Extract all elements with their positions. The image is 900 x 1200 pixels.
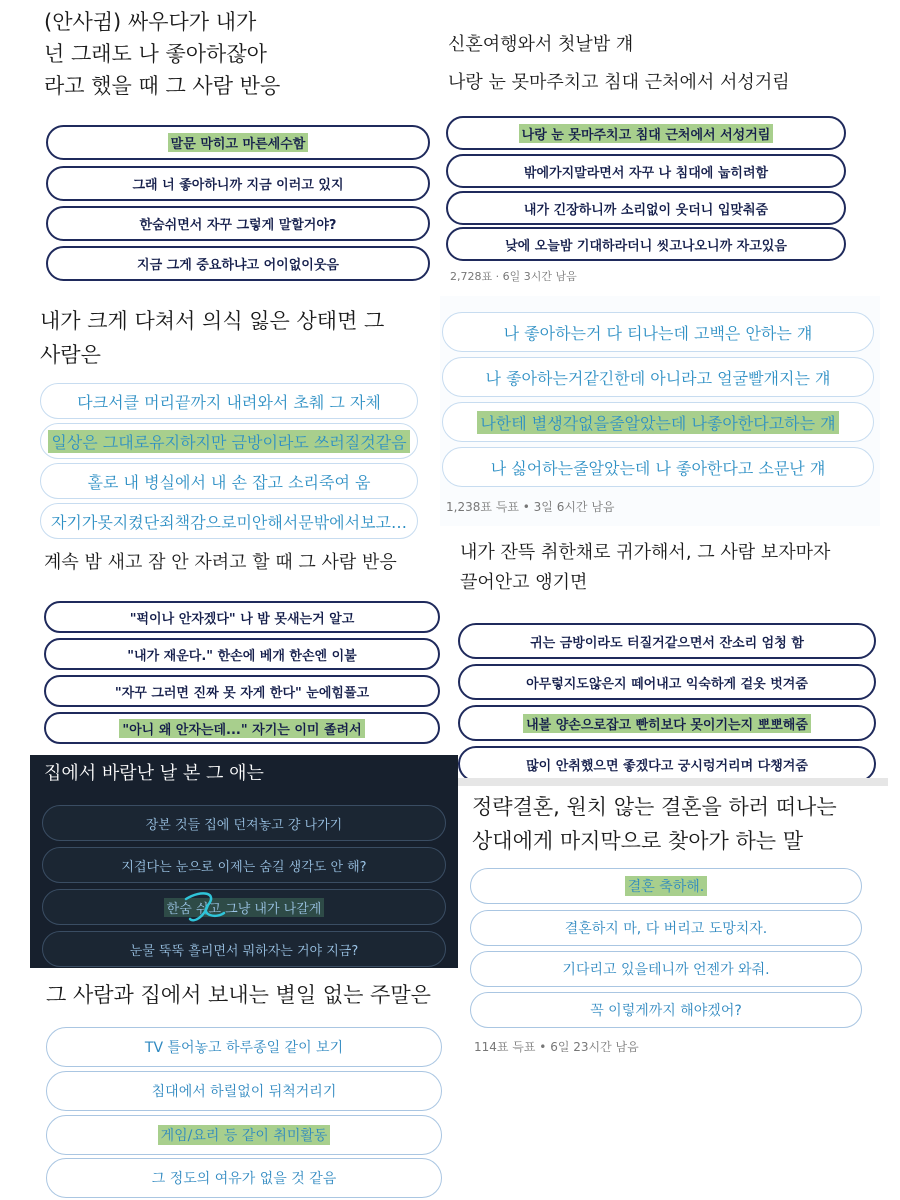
poll-option-label: 지금 그게 중요하냐고 어이없이웃음: [137, 258, 339, 273]
poll-option[interactable]: [46, 1071, 442, 1111]
poll-option[interactable]: [46, 246, 430, 281]
poll-option-label: 귀는 금방이라도 터질거같으면서 잔소리 엄청 함: [530, 635, 804, 651]
poll-option-label: 일상은 그대로유지하지만 금방이라도 쓰러질것같음: [48, 430, 409, 453]
poll-option-label: 나 좋아하는거같긴한데 아니라고 얼굴빨개지는 걔: [485, 368, 831, 388]
poll-question: 그 사람과 집에서 보내는 별일 없는 주말은: [46, 983, 431, 1007]
poll-option-label: 눈물 뚝뚝 흘리면서 뭐하자는 거야 지금?: [129, 943, 359, 959]
poll-option-label: 홀로 내 병실에서 내 손 잡고 소리죽여 움: [87, 472, 371, 492]
poll-option-label: 한숨쉬면서 자꾸 그렇게 말할거야?: [139, 218, 337, 233]
poll-option[interactable]: [42, 889, 446, 925]
poll-option[interactable]: [470, 992, 862, 1028]
scribble-mark: [180, 889, 240, 929]
poll-option[interactable]: [46, 166, 430, 201]
poll-option[interactable]: [446, 191, 846, 225]
poll-option[interactable]: [470, 951, 862, 987]
poll-option[interactable]: [442, 357, 874, 397]
poll-option-label: 자기가못지켰단죄책감으로미안해서문밖에서보고…: [50, 512, 408, 532]
poll-option[interactable]: [442, 447, 874, 487]
poll-option[interactable]: [40, 503, 418, 539]
poll-option-label: 나한테 별생각없을줄알았는데 나좋아한다고하는 걔: [477, 411, 838, 434]
poll-option[interactable]: [46, 1027, 442, 1067]
poll-option[interactable]: [42, 847, 446, 883]
poll-option[interactable]: [42, 931, 446, 967]
poll-option[interactable]: [458, 623, 876, 659]
poll-option-label: 말문 막히고 마른세수함: [168, 133, 309, 152]
poll-option-label: 아무렇지도않은지 떼어내고 익숙하게 겉옷 벗겨줌: [526, 676, 808, 692]
poll-option-label: 내가 긴장하니까 소리없이 웃더니 입맞춰줌: [523, 202, 769, 218]
poll-option[interactable]: [458, 705, 876, 741]
poll-question: (안사귐) 싸우다가 내가 넌 그래도 나 좋아하잖아 라고 했을 때 그 사람 반응: [44, 10, 281, 98]
poll-option-label: 결혼 축하해.: [625, 876, 708, 896]
poll-option[interactable]: [44, 638, 440, 670]
poll-option-label: 다크서클 머리끝까지 내려와서 초췌 그 자체: [77, 392, 381, 412]
poll-option-label: "자꾸 그러면 진짜 못 자게 한다" 눈에힘풀고: [114, 685, 370, 701]
poll-option-label: "내가 재운다." 한손에 베개 한손엔 이불: [127, 648, 357, 664]
poll-option-label: 나랑 눈 못마주치고 침대 근처에서 서성거림: [519, 124, 774, 143]
poll-option-label: TV 틀어놓고 하루종일 같이 보기: [144, 1040, 344, 1056]
poll-option-label: 나 싫어하는줄알았는데 나 좋아한다고 소문난 걔: [490, 458, 826, 478]
poll-question: 신혼여행와서 첫날밤 걔 나랑 눈 못마주치고 침대 근처에서 서성거림: [448, 34, 790, 93]
poll-option-label: 많이 안취했으면 좋겠다고 궁시렁거리며 다챙겨줌: [526, 758, 808, 774]
poll-option[interactable]: [42, 805, 446, 841]
poll-question: 정략결혼, 원치 않는 결혼을 하러 떠나는 상대에게 마지막으로 찾아가 하는 말: [472, 795, 837, 853]
poll-option[interactable]: [442, 402, 874, 442]
poll-option[interactable]: [40, 423, 418, 459]
poll-option-label: 그래 너 좋아하니까 지금 이러고 있지: [132, 178, 344, 193]
poll-question: 내가 잔뜩 취한채로 귀가해서, 그 사람 보자마자 끌어안고 앵기면: [460, 542, 831, 593]
poll-option-label: 기다리고 있을테니까 언젠가 와줘.: [562, 962, 770, 978]
poll-option[interactable]: [458, 664, 876, 700]
poll-option-label: 밖에가지말라면서 자꾸 나 침대에 눕히려함: [523, 165, 769, 181]
poll-option[interactable]: [446, 227, 846, 261]
poll-option-label: "아니 왜 안자는데..." 자기는 이미 졸려서: [119, 719, 364, 738]
poll-option[interactable]: [46, 1115, 442, 1155]
poll-option[interactable]: [40, 463, 418, 499]
poll-panel-7: [30, 755, 458, 968]
poll-option[interactable]: [470, 910, 862, 946]
poll-option-label: 게임/요리 등 같이 취미활동: [158, 1125, 331, 1145]
poll-option-label: 그 정도의 여유가 없을 것 같음: [151, 1171, 337, 1187]
poll-option[interactable]: [442, 312, 874, 352]
poll-option[interactable]: [46, 1158, 442, 1198]
poll-option-label: 결혼하지 마, 다 버리고 도망치자.: [564, 921, 768, 937]
poll-option[interactable]: [470, 868, 862, 904]
poll-question: 계속 밤 새고 잠 안 자려고 할 때 그 사람 반응: [44, 552, 397, 573]
poll-option[interactable]: [458, 746, 876, 782]
poll-option[interactable]: [44, 675, 440, 707]
poll-option-label: 내볼 양손으로잡고 빤히보다 못이기는지 뽀뽀해줌: [523, 714, 811, 733]
poll-option-label: 침대에서 하릴없이 뒤척거리기: [151, 1084, 337, 1100]
poll-option-label: 장본 것들 집에 던져놓고 걍 나가기: [145, 817, 343, 833]
vote-count: 2,728표 · 6일 3시간 남음: [450, 270, 577, 283]
poll-option-label: 꼭 이렇게까지 해야겠어?: [590, 1003, 742, 1019]
background-strip: [458, 778, 888, 786]
poll-option-label: 한숨 쉬고 그냥 내가 나갈게: [164, 898, 325, 917]
poll-question: 내가 크게 다쳐서 의식 잃은 상태면 그 사람은: [40, 309, 385, 367]
poll-option[interactable]: [446, 154, 846, 188]
poll-option[interactable]: [44, 712, 440, 744]
vote-count: 114표 득표 • 6일 23시간 남음: [474, 1040, 639, 1054]
poll-option[interactable]: [44, 601, 440, 633]
poll-option[interactable]: [40, 383, 418, 419]
poll-option-label: 낮에 오늘밤 기대하라더니 씻고나오니까 자고있음: [505, 238, 787, 254]
vote-count: 1,238표 득표 • 3일 6시간 남음: [446, 500, 615, 514]
poll-option[interactable]: [46, 125, 430, 160]
poll-option[interactable]: [46, 206, 430, 241]
poll-option[interactable]: [446, 116, 846, 150]
poll-question: 집에서 바람난 날 본 그 애는: [44, 763, 264, 784]
poll-option-label: "퍽이나 안자겠다" 나 밤 못새는거 알고: [129, 611, 355, 627]
poll-option-label: 지겹다는 눈으로 이제는 숨길 생각도 안 해?: [121, 859, 367, 875]
poll-option-label: 나 좋아하는거 다 티나는데 고백은 안하는 걔: [503, 323, 813, 343]
